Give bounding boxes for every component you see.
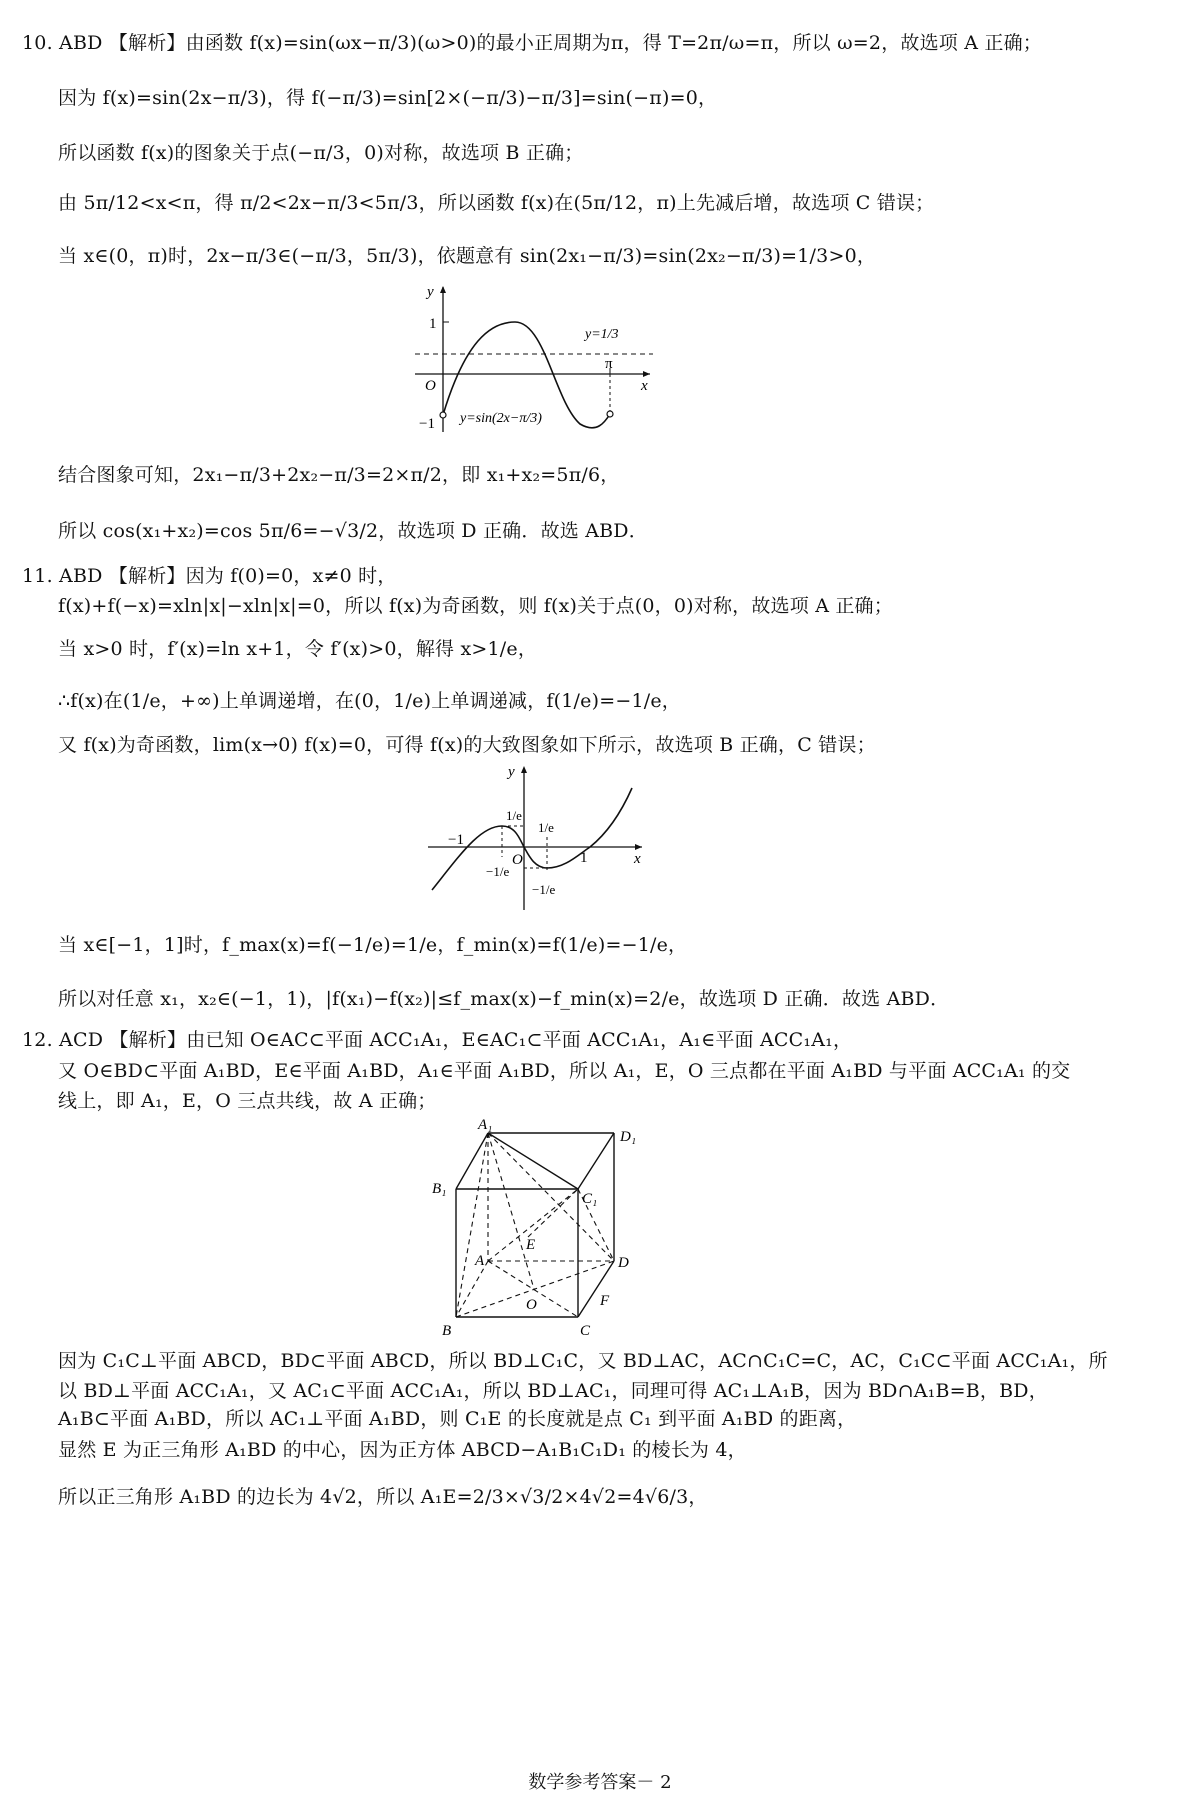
label-pi: π (605, 356, 613, 372)
sine-graph-figure (405, 282, 665, 446)
q10-line-1: 10. ABD 【解析】由函数 f(x)=sin(ωx−π/3)(ω>0)的最小正周期为π，得 T=2π/ω=π，所以 ω=2，故选项 A 正确； (22, 32, 1043, 54)
q10-line-7: 所以 cos(x₁+x₂)=cos 5π/6=−√3/2，故选项 D 正确．故选 ABD． (58, 520, 648, 542)
x-label: x (641, 378, 648, 394)
q12-line-7: 显然 E 为正三角形 A₁BD 的中心，因为正方体 ABCD−A₁B₁C₁D₁ 的棱长为 4， (58, 1439, 747, 1461)
label-O: O (526, 1297, 537, 1313)
label-neg-one: −1 (448, 832, 464, 848)
q12-line-6: A₁B⊂平面 A₁BD，所以 AC₁⊥平面 A₁BD，则 C₁E 的长度就是点 C₁ 到平面 A₁BD 的距离， (58, 1408, 857, 1430)
label-curve: y=sin(2x−π/3) (460, 411, 542, 426)
label-E: E (526, 1237, 536, 1253)
y-axis-arrow (440, 286, 446, 293)
y-axis-arrow (521, 766, 527, 773)
label-A1: A₁ (478, 1117, 493, 1133)
label-one: 1 (580, 850, 588, 866)
q10-line-5: 当 x∈(0，π)时，2x−π/3∈(−π/3，5π/3)，依题意有 sin(2x₁−π/3)=sin(2x₂−π/3)=1/3>0， (58, 245, 877, 267)
q11-line-4: ∴f(x)在(1/e，+∞)上单调递增，在(0，1/e)上单调递减，f(1/e)=−1/e， (58, 690, 681, 712)
label-C1: C₁ (582, 1191, 598, 1207)
label-y-one-third: y=1/3 (585, 327, 619, 342)
sine-graph-svg (405, 282, 665, 442)
cube-figure (428, 1115, 658, 1349)
label-C: C (580, 1323, 591, 1339)
label-D1: D₁ (620, 1129, 637, 1145)
q11-line-7: 所以对任意 x₁，x₂∈(−1，1)，|f(x₁)−f(x₂)|≤f_max(x)−f_min(x)=2/e，故选项 D 正确．故选 ABD． (58, 988, 950, 1010)
q12-line-1: 12. ACD 【解析】由已知 O∈AC⊂平面 ACC₁A₁，E∈AC₁⊂平面 ACC₁A₁，A₁∈平面 ACC₁A₁， (22, 1029, 853, 1051)
open-point-right (607, 411, 613, 417)
q12-line-2: 又 O∈BD⊂平面 A₁BD，E∈平面 A₁BD，A₁∈平面 A₁BD，所以 A₁，E，O 三点都在平面 A₁BD 与平面 ACC₁A₁ 的交 (58, 1060, 1071, 1082)
x-label: x (634, 851, 641, 867)
open-point-left (440, 412, 446, 418)
f-graph-figure (420, 760, 660, 924)
q10-line-4: 由 5π/12<x<π，得 π/2<2x−π/3<5π/3，所以函数 f(x)在(5π/12，π)上先减后增，故选项 C 错误； (58, 192, 935, 214)
q12-line-3: 线上，即 A₁，E，O 三点共线，故 A 正确； (58, 1090, 437, 1112)
f-graph-svg (420, 760, 660, 920)
q11-line-2: f(x)+f(−x)=xln|x|−xln|x|=0，所以 f(x)为奇函数，则 f(x)关于点(0，0)对称，故选项 A 正确； (58, 595, 893, 617)
q11-line-5: 又 f(x)为奇函数，lim(x→0) f(x)=0，可得 f(x)的大致图象如下所示，故选项 B 正确，C 错误； (58, 734, 876, 756)
q10-line-3: 所以函数 f(x)的图象关于点(−π/3，0)对称，故选项 B 正确； (58, 142, 584, 164)
x-axis-arrow (643, 371, 650, 377)
q11-line-1: 11. ABD 【解析】因为 f(0)=0，x≠0 时， (22, 565, 397, 587)
cube-svg (428, 1115, 658, 1345)
label-one: 1 (429, 316, 437, 332)
label-origin: O (425, 378, 436, 394)
q10-line-6: 结合图象可知，2x₁−π/3+2x₂−π/3=2×π/2，即 x₁+x₂=5π/6， (58, 464, 620, 486)
label-bottom-left: −1/e (486, 864, 510, 879)
q11-line-3: 当 x>0 时，f′(x)=ln x+1，令 f′(x)>0，解得 x>1/e， (58, 638, 538, 660)
x-axis-arrow (635, 844, 642, 850)
page-footer: 数学参考答案－ 2 (528, 1772, 672, 1793)
y-label: y (508, 764, 515, 780)
q12-line-4: 因为 C₁C⊥平面 ABCD，BD⊂平面 ABCD，所以 BD⊥C₁C，又 BD⊥AC，AC∩C₁C=C，AC，C₁C⊂平面 ACC₁A₁，所 (58, 1350, 1108, 1372)
label-D: D (618, 1255, 629, 1271)
q11-line-6: 当 x∈[−1，1]时，f_max(x)=f(−1/e)=1/e，f_min(x)=f(1/e)=−1/e， (58, 934, 688, 956)
label-top-left: 1/e (506, 808, 522, 823)
q12-line-5: 以 BD⊥平面 ACC₁A₁，又 AC₁⊂平面 ACC₁A₁，所以 BD⊥AC₁，同理可得 AC₁⊥A₁B，因为 BD∩A₁B=B，BD， (58, 1380, 1048, 1402)
q12-line-8: 所以正三角形 A₁BD 的边长为 4√2，所以 A₁E=2/3×√3/2×4√2=4√6/3， (58, 1486, 708, 1508)
label-A: A (475, 1253, 485, 1269)
label-B1: B₁ (432, 1181, 447, 1197)
label-origin: O (512, 852, 523, 868)
label-B: B (442, 1323, 452, 1339)
cube-dashed-edges (456, 1133, 614, 1317)
label-bottom-right: −1/e (532, 882, 556, 897)
label-F: F (600, 1293, 610, 1309)
label-top-right: 1/e (538, 820, 554, 835)
y-label: y (427, 284, 434, 300)
label-neg-one: −1 (419, 416, 435, 432)
q10-line-2: 因为 f(x)=sin(2x−π/3)，得 f(−π/3)=sin[2×(−π/3)−π/3]=sin(−π)=0， (58, 87, 718, 109)
